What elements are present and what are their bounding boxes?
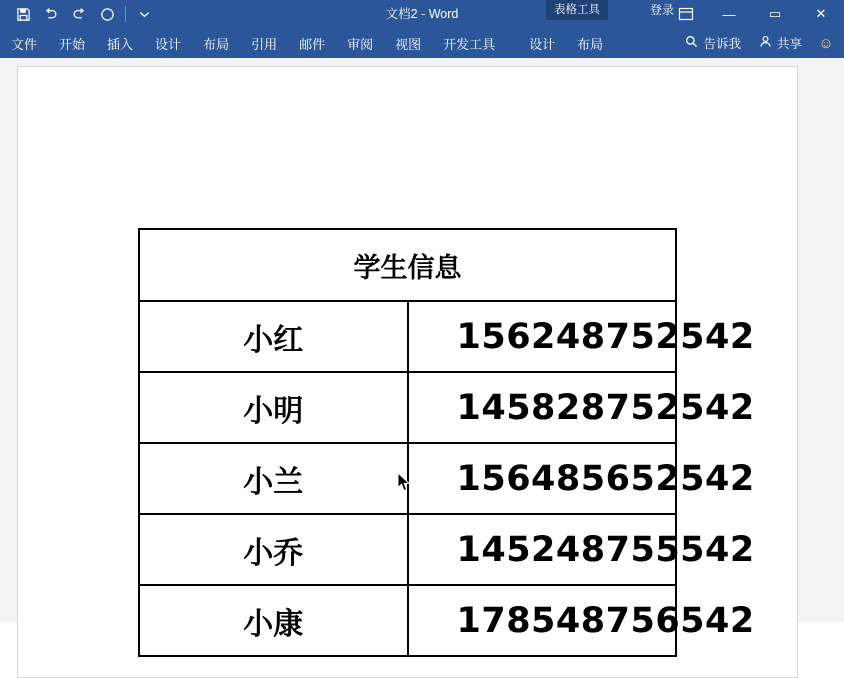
minimize-button[interactable]: — xyxy=(722,6,736,22)
cell-phone[interactable]: 145248755542 xyxy=(408,514,677,585)
table-row[interactable] xyxy=(139,443,676,514)
cell-phone[interactable]: 156248752542 xyxy=(408,301,677,372)
cell-name[interactable]: 小红 xyxy=(139,301,408,372)
undo-icon[interactable] xyxy=(38,2,64,26)
window-title: 文档2 - Word xyxy=(385,7,459,21)
tab-layout[interactable]: 布局 xyxy=(203,36,230,52)
sign-in-label[interactable]: 登录 xyxy=(649,3,674,17)
cell-name[interactable]: 小康 xyxy=(139,585,408,656)
table-title-cell[interactable]: 学生信息 xyxy=(139,229,676,301)
cell-phone[interactable]: 156485652542 xyxy=(408,443,677,514)
tab-insert[interactable]: 插入 xyxy=(107,36,134,52)
cell-phone[interactable]: 178548756542 xyxy=(408,585,677,656)
cell-name[interactable]: 小明 xyxy=(139,372,408,443)
tab-mailings[interactable]: 邮件 xyxy=(299,36,326,52)
table-row[interactable] xyxy=(139,229,676,301)
cell-name[interactable]: 小兰 xyxy=(139,443,408,514)
student-info-table[interactable] xyxy=(138,228,755,657)
cell-name[interactable]: 小乔 xyxy=(139,514,408,585)
toolbar-divider xyxy=(125,6,126,22)
tab-home[interactable]: 开始 xyxy=(59,36,86,52)
table-row[interactable] xyxy=(139,301,676,372)
tab-file[interactable]: 文件 xyxy=(11,36,38,52)
chevron-down-icon[interactable] xyxy=(131,2,157,26)
table-row[interactable] xyxy=(139,585,676,656)
ribbon-tab-bar xyxy=(0,28,844,58)
quick-access-toolbar xyxy=(0,0,157,28)
window-controls xyxy=(666,0,844,28)
tell-me-label: 告诉我 xyxy=(703,37,741,51)
tab-table-design[interactable]: 设计 xyxy=(529,36,556,52)
table-row[interactable] xyxy=(139,514,676,585)
contextual-tab-header[interactable]: 表格工具 xyxy=(546,0,608,20)
feedback-smiley-icon[interactable]: ☺ xyxy=(818,34,834,52)
circle-icon[interactable] xyxy=(94,2,120,26)
ribbon-right-group xyxy=(677,28,840,58)
document-page[interactable] xyxy=(17,66,798,678)
table-row[interactable] xyxy=(139,372,676,443)
redo-icon[interactable] xyxy=(66,2,92,26)
tell-me-button[interactable] xyxy=(677,34,749,52)
tab-design[interactable]: 设计 xyxy=(155,36,182,52)
share-button[interactable] xyxy=(751,34,810,52)
tab-view[interactable]: 视图 xyxy=(395,36,422,52)
cell-phone[interactable]: 145828752542 xyxy=(408,372,677,443)
document-area[interactable] xyxy=(0,58,844,642)
close-button[interactable]: ✕ xyxy=(815,6,827,21)
title-bar xyxy=(0,0,844,28)
search-icon xyxy=(685,35,698,51)
tab-table-layout[interactable]: 布局 xyxy=(577,36,604,52)
ribbon-display-options-icon[interactable] xyxy=(666,0,706,28)
share-label: 共享 xyxy=(776,37,802,51)
tab-developer[interactable]: 开发工具 xyxy=(443,36,496,52)
tab-review[interactable]: 审阅 xyxy=(347,36,374,52)
save-icon[interactable] xyxy=(10,2,36,26)
maximize-button[interactable]: ▭ xyxy=(768,6,782,21)
tab-references[interactable]: 引用 xyxy=(251,36,278,52)
person-icon xyxy=(759,35,772,51)
